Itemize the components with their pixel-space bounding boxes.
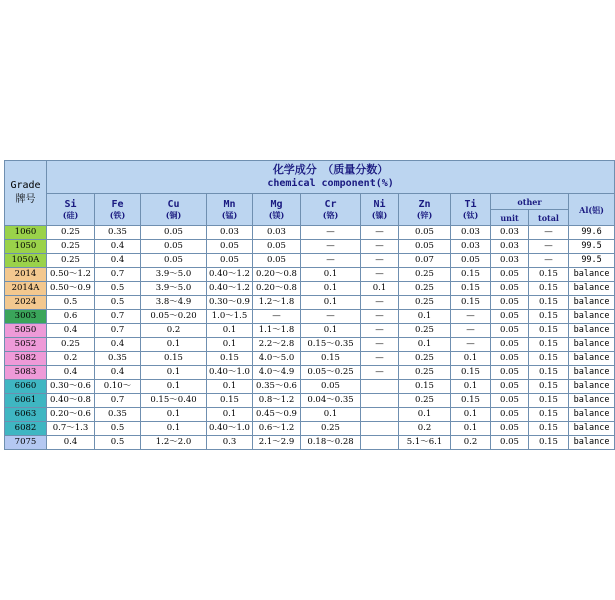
value-cell: — bbox=[529, 240, 569, 254]
value-cell: 3.9～5.0 bbox=[141, 282, 207, 296]
value-cell: 0.7 bbox=[95, 310, 141, 324]
column-header-mn: Mn (锰) bbox=[207, 194, 253, 226]
value-cell: 0.05 bbox=[491, 380, 529, 394]
value-cell: 0.05～0.20 bbox=[141, 310, 207, 324]
value-cell: 0.05 bbox=[253, 254, 301, 268]
value-cell: 0.1 bbox=[361, 282, 399, 296]
value-cell: 0.2 bbox=[451, 436, 491, 450]
value-cell: 0.35 bbox=[95, 226, 141, 240]
value-cell: 0.15 bbox=[207, 394, 253, 408]
column-header-other-total: total bbox=[529, 210, 569, 226]
value-cell: 0.15 bbox=[529, 380, 569, 394]
value-cell: — bbox=[451, 324, 491, 338]
table-row bbox=[5, 394, 615, 408]
value-cell: 0.1 bbox=[301, 324, 361, 338]
grade-cell: 6061 bbox=[5, 394, 47, 408]
grade-cell: 5083 bbox=[5, 366, 47, 380]
value-cell: balance bbox=[569, 338, 615, 352]
value-cell: 0.7 bbox=[95, 394, 141, 408]
value-cell: 0.05 bbox=[491, 310, 529, 324]
value-cell: — bbox=[361, 324, 399, 338]
value-cell: — bbox=[301, 226, 361, 240]
column-header-ni: Ni (镍) bbox=[361, 194, 399, 226]
value-cell: 4.0～5.0 bbox=[253, 352, 301, 366]
value-cell: 0.15 bbox=[529, 324, 569, 338]
value-cell: 0.1 bbox=[451, 380, 491, 394]
value-cell: 0.1 bbox=[301, 282, 361, 296]
value-cell: 0.05 bbox=[491, 352, 529, 366]
value-cell: balance bbox=[569, 282, 615, 296]
value-cell: 0.15～0.40 bbox=[141, 394, 207, 408]
table-row bbox=[5, 422, 615, 436]
value-cell: 0.15 bbox=[529, 366, 569, 380]
grade-cell: 1050A bbox=[5, 254, 47, 268]
value-cell: — bbox=[361, 338, 399, 352]
table-row bbox=[5, 324, 615, 338]
value-cell: 0.25 bbox=[399, 352, 451, 366]
value-cell: 0.05 bbox=[491, 422, 529, 436]
value-cell: 0.1 bbox=[141, 338, 207, 352]
value-cell: — bbox=[301, 240, 361, 254]
grade-cell: 1050 bbox=[5, 240, 47, 254]
value-cell: 0.05 bbox=[399, 226, 451, 240]
value-cell: 0.35 bbox=[95, 352, 141, 366]
value-cell: 0.15 bbox=[529, 436, 569, 450]
value-cell: 0.25 bbox=[399, 394, 451, 408]
table-row bbox=[5, 380, 615, 394]
value-cell: 0.7～1.3 bbox=[47, 422, 95, 436]
value-cell: 0.04～0.35 bbox=[301, 394, 361, 408]
value-cell: 0.2 bbox=[47, 352, 95, 366]
value-cell: 0.50～1.2 bbox=[47, 268, 95, 282]
value-cell: 0.1 bbox=[399, 338, 451, 352]
table-row bbox=[5, 310, 615, 324]
value-cell: 0.1 bbox=[141, 408, 207, 422]
value-cell: 0.25 bbox=[47, 226, 95, 240]
value-cell: balance bbox=[569, 366, 615, 380]
chemical-composition-table bbox=[4, 160, 615, 450]
value-cell: 0.40～0.8 bbox=[47, 394, 95, 408]
table-row bbox=[5, 338, 615, 352]
value-cell: 0.1 bbox=[301, 268, 361, 282]
value-cell: 0.03 bbox=[253, 226, 301, 240]
table-row bbox=[5, 282, 615, 296]
value-cell: 0.03 bbox=[491, 254, 529, 268]
value-cell: 1.2～1.8 bbox=[253, 296, 301, 310]
grade-cell: 5082 bbox=[5, 352, 47, 366]
title-cn: 化学成分 （质量分数） bbox=[272, 163, 389, 176]
value-cell: 0.25 bbox=[47, 240, 95, 254]
value-cell: 0.1 bbox=[451, 352, 491, 366]
value-cell: 0.25 bbox=[301, 422, 361, 436]
value-cell: 0.15 bbox=[529, 296, 569, 310]
grade-cell: 6060 bbox=[5, 380, 47, 394]
value-cell: balance bbox=[569, 422, 615, 436]
value-cell: 0.03 bbox=[451, 240, 491, 254]
value-cell: 0.05 bbox=[141, 226, 207, 240]
value-cell: 3.8～4.9 bbox=[141, 296, 207, 310]
value-cell: 0.1 bbox=[207, 408, 253, 422]
value-cell: 0.4 bbox=[95, 338, 141, 352]
value-cell: 0.1 bbox=[207, 324, 253, 338]
value-cell: 0.15 bbox=[399, 380, 451, 394]
value-cell: 0.4 bbox=[47, 366, 95, 380]
value-cell: 0.5 bbox=[95, 296, 141, 310]
value-cell: 0.15 bbox=[529, 282, 569, 296]
value-cell: 0.50～0.9 bbox=[47, 282, 95, 296]
value-cell: 3.9～5.0 bbox=[141, 268, 207, 282]
value-cell: 0.7 bbox=[95, 324, 141, 338]
value-cell: balance bbox=[569, 352, 615, 366]
value-cell: 0.05 bbox=[141, 240, 207, 254]
value-cell: 0.05 bbox=[207, 240, 253, 254]
grade-cell: 3003 bbox=[5, 310, 47, 324]
value-cell: balance bbox=[569, 310, 615, 324]
value-cell: 0.15 bbox=[207, 352, 253, 366]
value-cell: 0.7 bbox=[95, 268, 141, 282]
column-header-si: Si (硅) bbox=[47, 194, 95, 226]
grade-cell: 6082 bbox=[5, 422, 47, 436]
value-cell: 0.1 bbox=[399, 408, 451, 422]
value-cell: 0.5 bbox=[47, 296, 95, 310]
value-cell: 0.40～1.0 bbox=[207, 366, 253, 380]
table-row bbox=[5, 436, 615, 450]
value-cell: 0.15 bbox=[141, 352, 207, 366]
column-header-cu: Cu (铜) bbox=[141, 194, 207, 226]
value-cell: 0.03 bbox=[451, 226, 491, 240]
value-cell: balance bbox=[569, 268, 615, 282]
column-header-zn: Zn (锌) bbox=[399, 194, 451, 226]
grade-header-cn: 牌号 bbox=[15, 194, 36, 205]
value-cell: 0.05 bbox=[301, 380, 361, 394]
value-cell: — bbox=[253, 310, 301, 324]
value-cell: 0.4 bbox=[47, 436, 95, 450]
value-cell: 0.15 bbox=[301, 352, 361, 366]
value-cell: balance bbox=[569, 436, 615, 450]
grade-cell: 2024 bbox=[5, 296, 47, 310]
value-cell: 0.05 bbox=[491, 366, 529, 380]
value-cell: balance bbox=[569, 408, 615, 422]
value-cell: 1.2～2.0 bbox=[141, 436, 207, 450]
value-cell: 0.40～1.2 bbox=[207, 268, 253, 282]
value-cell: 0.35 bbox=[95, 408, 141, 422]
value-cell: balance bbox=[569, 324, 615, 338]
value-cell: balance bbox=[569, 394, 615, 408]
value-cell: 1.1～1.8 bbox=[253, 324, 301, 338]
value-cell: — bbox=[361, 240, 399, 254]
grade-cell: 7075 bbox=[5, 436, 47, 450]
value-cell: 0.05 bbox=[491, 296, 529, 310]
value-cell: 99.5 bbox=[569, 254, 615, 268]
value-cell: 0.15 bbox=[451, 268, 491, 282]
value-cell bbox=[361, 408, 399, 422]
value-cell: balance bbox=[569, 380, 615, 394]
grade-cell: 2014 bbox=[5, 268, 47, 282]
value-cell: 0.25 bbox=[47, 254, 95, 268]
value-cell: 0.25 bbox=[399, 324, 451, 338]
value-cell: 1.0～1.5 bbox=[207, 310, 253, 324]
column-header-cr: Cr (铬) bbox=[301, 194, 361, 226]
value-cell bbox=[361, 394, 399, 408]
value-cell: 0.45～0.9 bbox=[253, 408, 301, 422]
value-cell: 0.07 bbox=[399, 254, 451, 268]
value-cell: 0.10～ bbox=[95, 380, 141, 394]
value-cell: — bbox=[361, 268, 399, 282]
value-cell: 0.1 bbox=[141, 422, 207, 436]
table-row bbox=[5, 366, 615, 380]
value-cell: — bbox=[529, 254, 569, 268]
value-cell: 0.1 bbox=[141, 366, 207, 380]
value-cell: 0.25 bbox=[399, 282, 451, 296]
value-cell: 0.15 bbox=[451, 282, 491, 296]
value-cell: 0.20～0.8 bbox=[253, 282, 301, 296]
value-cell: 0.15 bbox=[529, 268, 569, 282]
value-cell: 0.1 bbox=[451, 408, 491, 422]
table-row bbox=[5, 352, 615, 366]
value-cell: 0.6 bbox=[47, 310, 95, 324]
column-header-ti: Ti (钛) bbox=[451, 194, 491, 226]
value-cell: 0.1 bbox=[301, 296, 361, 310]
value-cell bbox=[361, 436, 399, 450]
value-cell bbox=[361, 380, 399, 394]
table-row bbox=[5, 226, 615, 240]
column-header-fe: Fe (铁) bbox=[95, 194, 141, 226]
value-cell: 0.5 bbox=[95, 422, 141, 436]
title-en: chemical component(%) bbox=[267, 178, 394, 189]
value-cell: 0.03 bbox=[491, 226, 529, 240]
value-cell: — bbox=[361, 254, 399, 268]
grade-header-en: Grade bbox=[10, 180, 41, 191]
table-row bbox=[5, 296, 615, 310]
value-cell: 0.1 bbox=[141, 380, 207, 394]
value-cell: 0.3 bbox=[207, 436, 253, 450]
value-cell: 5.1～6.1 bbox=[399, 436, 451, 450]
value-cell: 0.1 bbox=[451, 422, 491, 436]
value-cell: 0.25 bbox=[399, 366, 451, 380]
value-cell: 0.5 bbox=[95, 282, 141, 296]
value-cell: 0.15 bbox=[529, 394, 569, 408]
grade-header bbox=[5, 161, 47, 226]
value-cell: 0.03 bbox=[207, 226, 253, 240]
value-cell bbox=[361, 422, 399, 436]
grade-cell: 2014A bbox=[5, 282, 47, 296]
column-header-al: Al(铝) bbox=[569, 194, 615, 226]
value-cell: 0.40～1.0 bbox=[207, 422, 253, 436]
value-cell: — bbox=[361, 366, 399, 380]
value-cell: 0.15 bbox=[451, 394, 491, 408]
value-cell: 0.05 bbox=[141, 254, 207, 268]
value-cell: 0.1 bbox=[207, 380, 253, 394]
value-cell: 0.05 bbox=[491, 436, 529, 450]
value-cell: balance bbox=[569, 296, 615, 310]
value-cell: 0.5 bbox=[95, 436, 141, 450]
value-cell: — bbox=[361, 226, 399, 240]
value-cell: 99.6 bbox=[569, 226, 615, 240]
value-cell: — bbox=[361, 352, 399, 366]
value-cell: 0.30～0.9 bbox=[207, 296, 253, 310]
value-cell: 0.05 bbox=[491, 394, 529, 408]
value-cell: 0.15 bbox=[451, 296, 491, 310]
table-row bbox=[5, 408, 615, 422]
grade-cell: 1060 bbox=[5, 226, 47, 240]
column-header-other-unit: unit bbox=[491, 210, 529, 226]
value-cell: 0.20～0.8 bbox=[253, 268, 301, 282]
value-cell: 0.1 bbox=[301, 408, 361, 422]
value-cell: 4.0～4.9 bbox=[253, 366, 301, 380]
value-cell: 99.5 bbox=[569, 240, 615, 254]
value-cell: 0.05 bbox=[491, 324, 529, 338]
value-cell: 0.35～0.6 bbox=[253, 380, 301, 394]
value-cell: 0.05 bbox=[207, 254, 253, 268]
value-cell: 0.15 bbox=[529, 408, 569, 422]
table-title bbox=[47, 161, 615, 194]
value-cell: 0.05 bbox=[491, 282, 529, 296]
value-cell: 0.2 bbox=[399, 422, 451, 436]
value-cell: 0.05 bbox=[491, 408, 529, 422]
value-cell: 0.05～0.25 bbox=[301, 366, 361, 380]
value-cell: 0.15 bbox=[529, 422, 569, 436]
value-cell: — bbox=[301, 254, 361, 268]
value-cell: 0.4 bbox=[95, 366, 141, 380]
grade-cell: 6063 bbox=[5, 408, 47, 422]
value-cell: 2.2～2.8 bbox=[253, 338, 301, 352]
value-cell: 2.1～2.9 bbox=[253, 436, 301, 450]
value-cell: 0.15 bbox=[529, 310, 569, 324]
value-cell: 0.05 bbox=[451, 254, 491, 268]
value-cell: 0.4 bbox=[95, 254, 141, 268]
value-cell: 0.2 bbox=[141, 324, 207, 338]
value-cell: 0.15 bbox=[529, 338, 569, 352]
value-cell: — bbox=[301, 310, 361, 324]
value-cell: 0.25 bbox=[47, 338, 95, 352]
value-cell: 0.8～1.2 bbox=[253, 394, 301, 408]
value-cell: 0.15 bbox=[451, 366, 491, 380]
value-cell: 0.05 bbox=[399, 240, 451, 254]
value-cell: 0.05 bbox=[491, 338, 529, 352]
grade-cell: 5052 bbox=[5, 338, 47, 352]
value-cell: 0.15～0.35 bbox=[301, 338, 361, 352]
column-header-other: other bbox=[491, 194, 569, 210]
table-row bbox=[5, 240, 615, 254]
value-cell: 0.4 bbox=[47, 324, 95, 338]
column-header-mg: Mg (镁) bbox=[253, 194, 301, 226]
value-cell: 0.40～1.2 bbox=[207, 282, 253, 296]
value-cell: 0.05 bbox=[491, 268, 529, 282]
value-cell: 0.6～1.2 bbox=[253, 422, 301, 436]
value-cell: 0.03 bbox=[491, 240, 529, 254]
value-cell: 0.20～0.6 bbox=[47, 408, 95, 422]
value-cell: 0.25 bbox=[399, 268, 451, 282]
value-cell: 0.30～0.6 bbox=[47, 380, 95, 394]
value-cell: 0.4 bbox=[95, 240, 141, 254]
value-cell: 0.15 bbox=[529, 352, 569, 366]
grade-cell: 5050 bbox=[5, 324, 47, 338]
value-cell: 0.1 bbox=[399, 310, 451, 324]
value-cell: — bbox=[451, 310, 491, 324]
value-cell: 0.1 bbox=[207, 338, 253, 352]
value-cell: 0.05 bbox=[253, 240, 301, 254]
value-cell: — bbox=[451, 338, 491, 352]
table-row bbox=[5, 254, 615, 268]
value-cell: — bbox=[529, 226, 569, 240]
value-cell: 0.18～0.28 bbox=[301, 436, 361, 450]
value-cell: — bbox=[361, 310, 399, 324]
value-cell: 0.25 bbox=[399, 296, 451, 310]
table-row bbox=[5, 268, 615, 282]
value-cell: — bbox=[361, 296, 399, 310]
